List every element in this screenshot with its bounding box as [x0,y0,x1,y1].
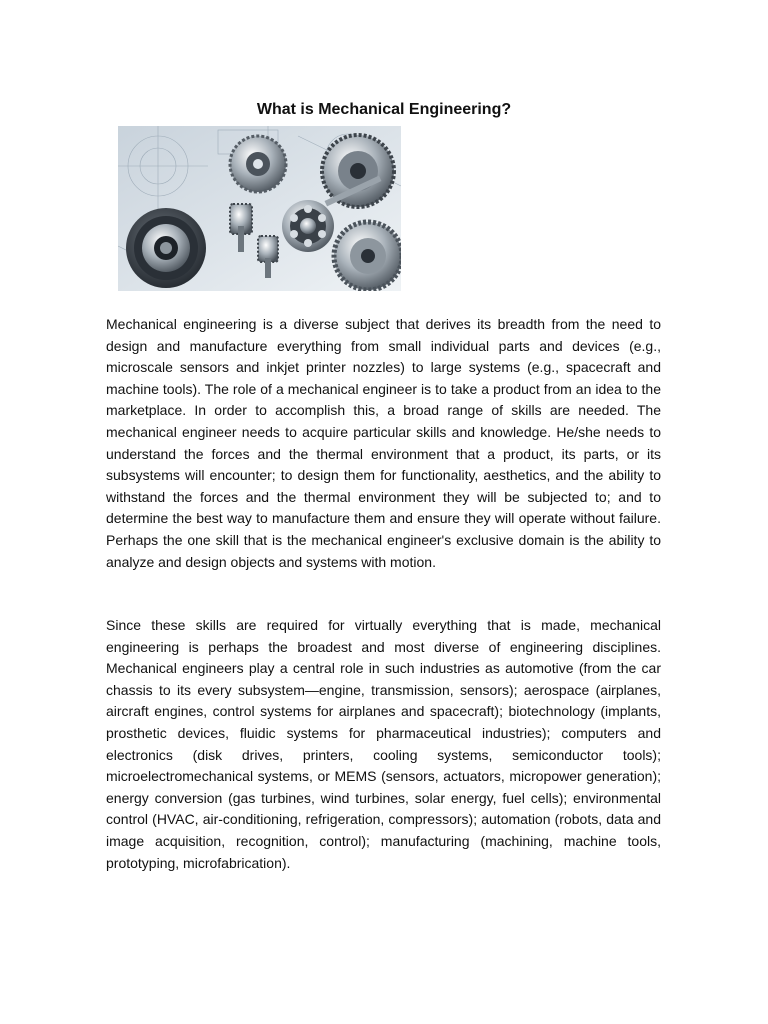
gears-and-bearings-illustration-icon [118,126,401,291]
body-paragraph: Mechanical engineering is a diverse subject that derives its breadth from the need to design and manufacture everything from small individual parts and devices (e.g., microscale sensors and inkjet printer nozzles) to large systems (e.g., spacecraft and machine tools). The role of a mechanical engineer is to take a product from an idea to the marketplace. In order to accomplish this, a broad range of skills are needed. The mechanical engineer needs to acquire particular skills and knowledge. He/she needs to understand the forces and the thermal environment that a product, its parts, or its subsystems will encounter; to design them for functionality, aesthetics, and the ability to withstand the forces and the thermal environment they will be subjected to; and to determine the best way to manufacture them and ensure they will operate without failure. Perhaps the one skill that is the mechanical engineer's exclusive domain is the ability to analyze and design objects and systems with motion. [106,316,661,570]
mechanical-parts-image [118,126,401,291]
page-title: What is Mechanical Engineering? [256,101,512,118]
body-paragraph: Since these skills are required for virtually everything that is made, mechanical engineering is perhaps the broadest and most diverse of engineering disciplines. Mechanical engineers play a central role in such industries as automotive (from the car chassis to its every subsystem—engine, transmission, sensors); aerospace (airplanes, aircraft engines, control systems for airplanes and spacecraft); biotechnology (implants, prosthetic devices, fluidic systems for pharmaceutical industries); computers and electronics (disk drives, printers, cooling systems, semiconductor tools); microelectromechanical systems, or MEMS (sensors, actuators, micropower generation); energy conversion (gas turbines, wind turbines, solar energy, fuel cells); environmental control (HVAC, air-conditioning, refrigeration, compressors); automation (robots, data and image acquisition, recognition, control); manufacturing (machining, machine tools, prototyping, microfabrication). [106,617,661,871]
